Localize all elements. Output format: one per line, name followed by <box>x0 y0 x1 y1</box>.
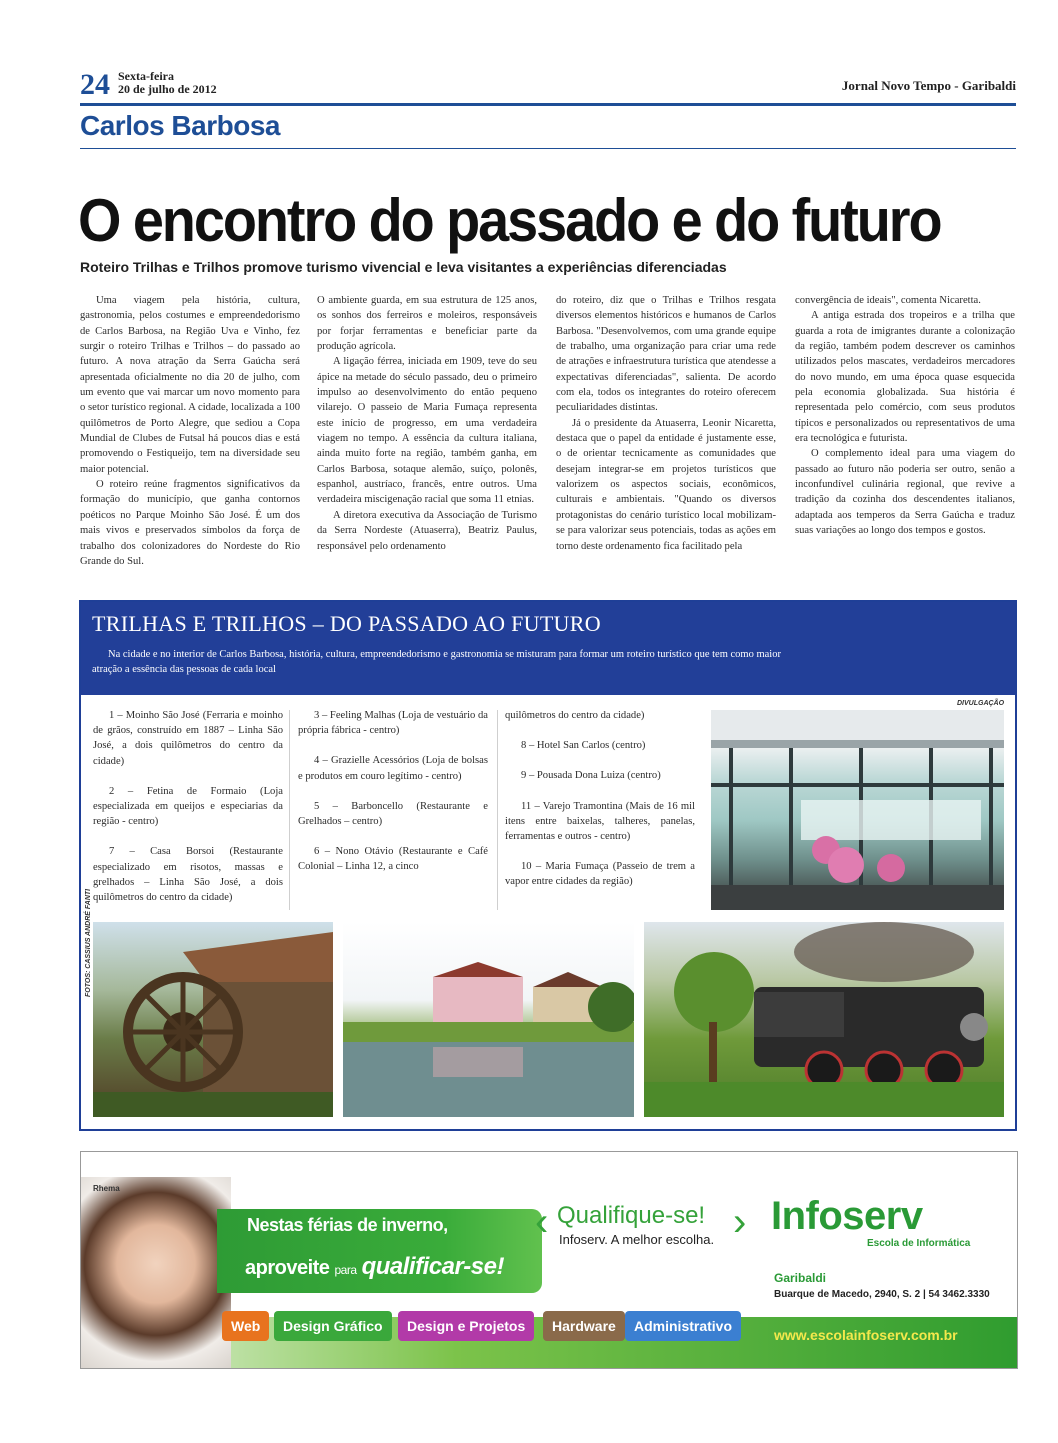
article-column-2 <box>317 293 537 554</box>
list-item: 8 – Hotel San Carlos (centro) <box>521 740 646 752</box>
list-item: 10 – Maria Fumaça (Passeio de trem a vapor entre cidades da região) <box>505 861 695 888</box>
headline: O encontro do passado e do futuro <box>78 187 941 254</box>
list-column-2 <box>298 708 488 890</box>
paragraph: Uma viagem pela história, cultura, gastronomia, pelos costumes e empreendedorismo de Carlos Barbosa, na Região Uva e Vinho, fez surgir o roteiro Trilhas e Trilhos – do passado ao futuro. A nova atração da Serra Gaúcha será apresentada oficialmente no dia 20 de julho, com um evento que vai marcar um novo momento para o setor turístico regional. A cidade, localizada a 100 quilômetros de Porto Alegre, que sediou a Copa Mundial de Clubes de Futsal há poucos dias e está promovendo o Festiqueijo, tem na diversidade seu maior potencial. <box>80 295 300 475</box>
ad-model-photo <box>81 1177 231 1369</box>
list-item: 11 – Varejo Tramontina (Mais de 16 mil itens entre baixelas, talheres, panelas, ferramentas e outros - centro) <box>505 800 695 843</box>
page-header <box>80 68 1016 104</box>
list-item: 5 – Barboncello (Restaurante e Grelhados – centro) <box>298 800 488 828</box>
paragraph: O ambiente guarda, em sua estrutura de 125 anos, os sonhos dos ferreiros e moleiros, responsáveis por forjar ferramentas e beneficiar parte da produção agrícola. <box>317 295 537 353</box>
train-photo <box>644 922 1004 1117</box>
paragraph: O complemento ideal para uma viagem do passado ao futuro não poderia ser outro, senão a inconfundível culinária regional, que revive a tradição da cozinha dos descendentes italianos, adaptada aos temperos da Serra Gaúcha e traduz suas variações ao longo dos tempos e gostos. <box>795 448 1015 537</box>
infoserv-logo: Infoserv <box>771 1194 923 1238</box>
paragraph: do roteiro, diz que o Trilhas e Trilhos resgata diversos elementos históricos e humanos de Carlos Barbosa. "Desenvolvemos, com uma grande equipe de trabalho, uma organização para criar uma rede de atrações e infraestrutura turística que atendesse a expectativas diferenciadas", salienta. De acordo com ela, todos os integrantes do roteiro oferecem peculiaridades distintas. <box>556 295 776 414</box>
weekday: Sexta-feira <box>118 69 174 83</box>
list-item: quilômetros do centro da cidade) <box>505 710 645 721</box>
column-divider <box>497 710 498 910</box>
tag-design-projetos: Design e Projetos <box>398 1311 534 1341</box>
ad-headline-1: Nestas férias de inverno, <box>247 1215 448 1235</box>
info-box-title: TRILHAS E TRILHOS – DO PASSADO AO FUTURO <box>92 611 601 636</box>
date: 20 de julho de 2012 <box>118 82 217 96</box>
list-column-1 <box>93 708 283 920</box>
tag-design-grafico: Design Gráfico <box>274 1311 392 1341</box>
page-number: 24 <box>80 68 110 101</box>
house-photo <box>343 922 634 1117</box>
article-column-3 <box>556 293 776 554</box>
ad-slogan: Infoserv. A melhor escolha. <box>559 1232 715 1247</box>
tag-administrativo: Administrativo <box>625 1311 741 1341</box>
logo-subtitle: Escola de Informática <box>867 1238 971 1249</box>
ad-address: Buarque de Macedo, 2940, S. 2 | 54 3462.3330 <box>774 1289 990 1300</box>
mill-photo <box>93 922 333 1117</box>
list-item: 9 – Pousada Dona Luiza (centro) <box>521 770 661 782</box>
bracket-left-icon: ‹ <box>535 1200 549 1244</box>
info-box-header <box>81 602 1015 695</box>
ad-word: qualificar-se! <box>361 1253 504 1280</box>
article-column-4 <box>795 293 1015 539</box>
section-title: Carlos Barbosa <box>80 110 280 141</box>
section-divider <box>80 148 1016 149</box>
list-item: 2 – Fetina de Formaio (Loja especializada em queijos e especiarias da região - centro) <box>93 785 283 828</box>
ad-word: aproveite <box>245 1257 330 1279</box>
ad-city: Garibaldi <box>774 1271 827 1285</box>
paragraph: convergência de ideais", comenta Nicaretta. <box>795 295 981 306</box>
ad-word: para <box>334 1263 357 1277</box>
list-item: 7 – Casa Borsoi (Restaurante especializado em risotos, massas e grelhados – Linha São José, a dois quilômetros do centro da cidade) <box>93 846 283 904</box>
mill-illustration <box>93 922 333 1117</box>
train-illustration <box>644 922 1004 1117</box>
info-box-intro: Na cidade e no interior de Carlos Barbosa, história, cultura, empreendedorismo e gastronomia se misturam para formar um roteiro turístico que tem como maior atração a essência das pessoas de cada local <box>92 649 781 675</box>
tag-hardware: Hardware <box>543 1311 625 1341</box>
ad-qualifique: Qualifique-se! <box>557 1202 706 1229</box>
article-column-1 <box>80 293 300 569</box>
column-divider <box>289 710 290 910</box>
paragraph: O roteiro reúne fragmentos significativos da formação do município, que ganha contornos poéticos no Parque Moinho São José. É um dos mais vivos e preservados símbolos da força de trabalho dos colonizadores do Nordeste do Rio Grande do Sul. <box>80 479 300 567</box>
advertisement[interactable] <box>80 1151 1018 1369</box>
list-item: 1 – Moinho São José (Ferraria e moinho de grãos, construído em 1887 – Linha São José, a dois quilômetros do centro da cidade) <box>93 710 283 767</box>
info-box <box>79 600 1017 1131</box>
paragraph: Já o presidente da Atuaserra, Leonir Nicaretta, destaca que o papel da entidade é justamente esse, o de orientar tecnicamente as comunidades que desejam integrar-se em projetos turísticos que valorizem os aspectos sociais, econômicos, culturais e ambientais. "Quando os diversos protagonistas do cenário turístico local mobilizam-se para valorizar seus potenciais, todas as ações em torno deste ordenamento fica facilitado pela <box>556 417 776 552</box>
store-illustration <box>711 710 1004 910</box>
paragraph: A antiga estrada dos tropeiros e a trilha que guarda a rota de imigrantes durante a colonização da região, também podem descrever os caminhos utilizados pelos mascates, verdadeiros mercadores do novo mundo, em uma época quase esquecida pela economia globalizada. Sua história é representada pelo comércio, com seus produtos típicos e personalizados ou representativos de uma era tecnológica e futurista. <box>795 310 1015 445</box>
list-item: 4 – Grazielle Acessórios (Loja de bolsas e produtos em couro legítimo - centro) <box>298 755 488 782</box>
photo-credit: FOTOS: CASSIUS ANDRÉ FANTI <box>85 888 92 997</box>
ad-url-link[interactable]: www.escolainfoserv.com.br <box>774 1327 958 1343</box>
list-column-3 <box>505 708 695 905</box>
ad-agency-mark: Rhema <box>93 1184 120 1193</box>
ad-headline-2 <box>245 1253 504 1281</box>
bracket-right-icon: › <box>733 1200 747 1244</box>
newspaper-name: Jornal Novo Tempo - Garibaldi <box>841 78 1016 93</box>
subheadline: Roteiro Trilhas e Trilhos promove turismo vivencial e leva visitantes a experiências diferenciadas <box>80 259 727 275</box>
house-illustration <box>343 922 634 1117</box>
page-date <box>118 70 217 96</box>
paragraph: A ligação férrea, iniciada em 1909, teve do seu ápice na metade do século passado, deu o primeiro impulso ao desenvolvimento do então pequeno vilarejo. O passeio de Maria Fumaça representa este início de progresso, em uma verdadeira viagem no tempo. A essência da cultura italiana, ainda muito forte na região, também ganha, em Carlos Barbosa, sotaque alemão, suíço, polonês, espanhol, austríaco, francês, entre outros. Uma verdadeira miscigenação racial que soma 11 etnias. <box>317 356 537 506</box>
store-photo <box>711 710 1004 910</box>
photo-credit: DIVULGAÇÃO <box>957 700 1005 707</box>
paragraph: A diretora executiva da Associação de Turismo da Serra Nordeste (Atuaserra), Beatriz Paulus, responsável pelo ordenamento <box>317 509 537 552</box>
header-divider <box>80 103 1016 106</box>
tag-web: Web <box>222 1311 269 1341</box>
list-item: 6 – Nono Otávio (Restaurante e Café Colonial – Linha 12, a cinco <box>298 846 488 873</box>
list-item: 3 – Feeling Malhas (Loja de vestuário da própria fábrica - centro) <box>298 710 488 737</box>
